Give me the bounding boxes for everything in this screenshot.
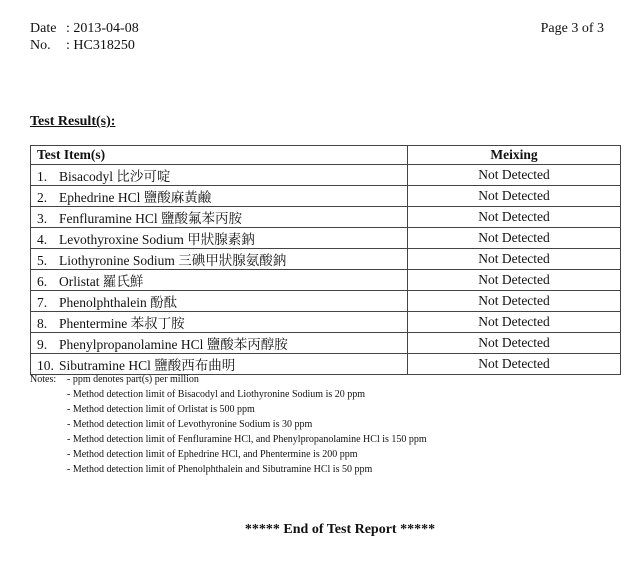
table-row — [31, 165, 621, 186]
page-number: Page 3 of 3 — [540, 21, 604, 36]
result-cell: Not Detected — [408, 291, 621, 312]
date-value: : 2013-04-08 — [66, 21, 139, 36]
note-line: - ppm denotes part(s) per million — [67, 374, 199, 385]
result-cell: Not Detected — [408, 333, 621, 354]
test-item-cell — [31, 228, 408, 249]
notes-section — [30, 372, 427, 477]
result-cell: Not Detected — [408, 312, 621, 333]
test-item-name: Phenolphthalein 酚酞 — [59, 295, 178, 310]
note-line: - Method detection limit of Orlistat is 500 ppm — [67, 404, 255, 415]
row-index: 9. — [37, 337, 48, 352]
result-cell: Not Detected — [408, 165, 621, 186]
table-header-row — [31, 146, 621, 165]
report-number-label: No. — [30, 38, 51, 53]
table-row — [31, 291, 621, 312]
note-line: - Method detection limit of Phenolphthalein and Sibutramine HCl is 50 ppm — [67, 464, 373, 475]
end-of-report: ***** End of Test Report ***** — [244, 522, 436, 537]
test-item-cell — [31, 249, 408, 270]
test-item-cell — [31, 312, 408, 333]
date-row — [30, 20, 139, 37]
report-number-row — [30, 37, 139, 54]
row-index: 8. — [37, 316, 48, 331]
test-item-name: Ephedrine HCl 鹽酸麻黃鹼 — [59, 190, 212, 205]
table-row — [31, 228, 621, 249]
result-cell: Not Detected — [408, 186, 621, 207]
result-cell: Not Detected — [408, 270, 621, 291]
table-row — [31, 312, 621, 333]
section-title: Test Result(s): — [30, 114, 116, 129]
test-item-name: Phentermine 苯叔丁胺 — [59, 316, 185, 331]
table-row — [31, 333, 621, 354]
result-cell: Not Detected — [408, 249, 621, 270]
test-item-name: Levothyroxine Sodium 甲狀腺素鈉 — [59, 232, 255, 247]
table-row — [31, 270, 621, 291]
report-number-value: : HC318250 — [66, 38, 135, 53]
test-item-cell — [31, 291, 408, 312]
row-index: 5. — [37, 253, 48, 268]
test-item-cell — [31, 333, 408, 354]
column-header-result: Meixing — [408, 146, 621, 165]
table-row — [31, 186, 621, 207]
note-line: - Method detection limit of Levothyronine Sodium is 30 ppm — [67, 419, 313, 430]
test-item-cell — [31, 207, 408, 228]
result-cell: Not Detected — [408, 354, 621, 375]
table-row — [31, 249, 621, 270]
note-line: - Method detection limit of Bisacodyl and Liothyronine Sodium is 20 ppm — [67, 389, 366, 400]
test-item-name: Liothyronine Sodium 三碘甲狀腺氨酸鈉 — [59, 253, 287, 268]
date-label: Date — [30, 21, 57, 36]
note-line: - Method detection limit of Ephedrine HCl, and Phentermine is 200 ppm — [67, 449, 358, 460]
row-index: 1. — [37, 169, 48, 184]
test-item-name: Fenfluramine HCl 鹽酸氟苯丙胺 — [59, 211, 242, 226]
row-index: 10. — [37, 358, 54, 373]
test-item-cell — [31, 165, 408, 186]
test-results-table — [30, 145, 621, 375]
row-index: 7. — [37, 295, 48, 310]
column-header-test-item: Test Item(s) — [31, 146, 408, 165]
test-item-cell — [31, 270, 408, 291]
result-cell: Not Detected — [408, 207, 621, 228]
report-meta — [30, 20, 139, 54]
test-item-cell — [31, 186, 408, 207]
test-item-name: Phenylpropanolamine HCl 鹽酸苯丙醇胺 — [59, 337, 288, 352]
result-cell: Not Detected — [408, 228, 621, 249]
note-line: - Method detection limit of Fenfluramine HCl, and Phenylpropanolamine HCl is 150 ppm — [67, 434, 427, 445]
row-index: 4. — [37, 232, 48, 247]
row-index: 3. — [37, 211, 48, 226]
row-index: 2. — [37, 190, 48, 205]
notes-label: Notes: — [30, 374, 57, 385]
test-item-name: Orlistat 羅氏鮮 — [59, 274, 144, 289]
table-row — [31, 207, 621, 228]
row-index: 6. — [37, 274, 48, 289]
test-item-name: Bisacodyl 比沙可啶 — [59, 169, 171, 184]
test-item-name: Sibutramine HCl 鹽酸西布曲明 — [59, 358, 236, 373]
notes-first-row — [30, 372, 427, 387]
